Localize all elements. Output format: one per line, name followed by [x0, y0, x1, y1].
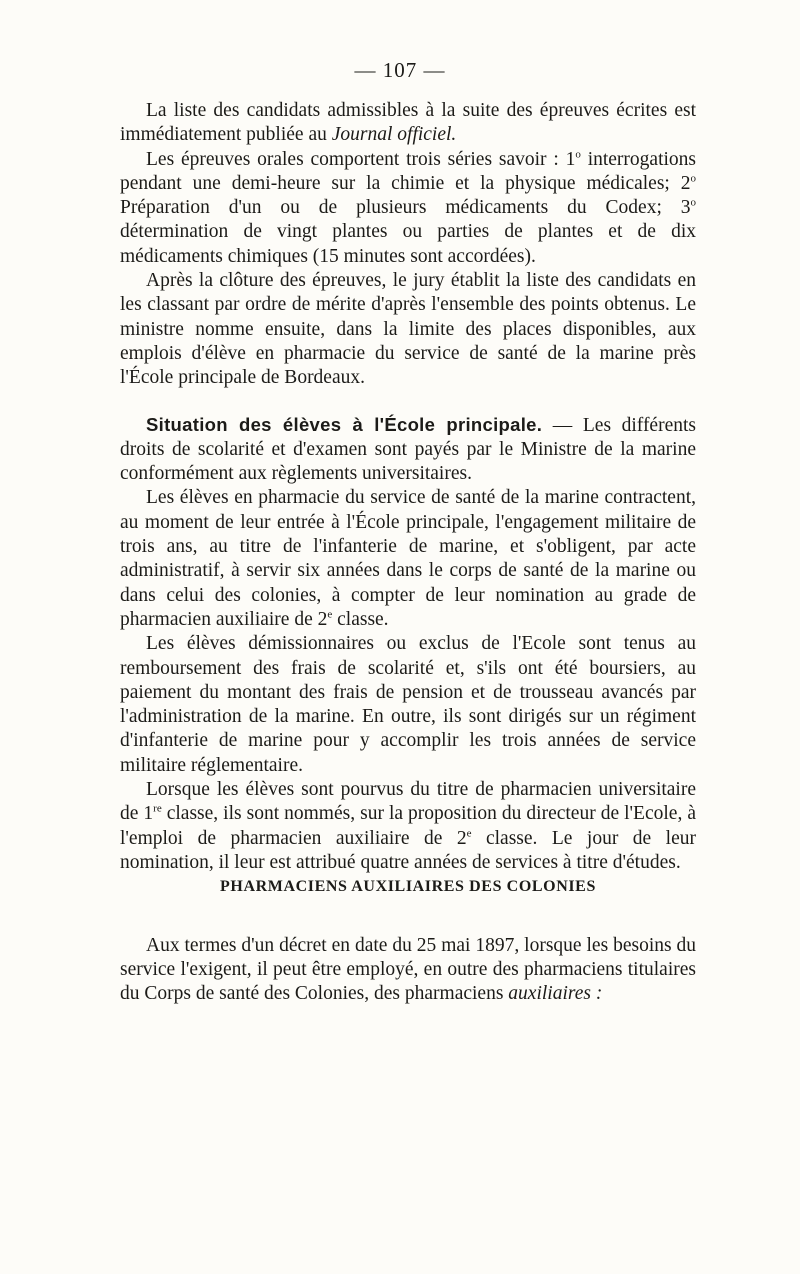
paragraph-text: Les élèves en pharmacie du service de santé de la marine contractent, au moment de leur entrée à l'École principale, l'engagement militaire de trois ans, au titre de l'infanterie de marine, et s'obligent, par acte administratif, à servir six années dans le corps de santé de la marine ou dans celui des colonies, à compter de leur nomination au grade de pharmacien auxiliaire de 2 — [120, 487, 696, 630]
section-subheading: Situation des élèves à l'École principale. — [146, 413, 543, 435]
ordinal-marker: o — [690, 172, 696, 185]
ordinal-marker: e — [466, 827, 472, 840]
paragraph-candidates-list — [120, 99, 696, 148]
ordinal-marker: o — [575, 148, 581, 161]
paragraph-oral-exams — [120, 148, 696, 269]
paragraph-text: classe. — [332, 608, 389, 630]
paragraph-text: Préparation d'un ou de plusieurs médicaments du Codex; 3 — [120, 197, 691, 219]
page-body — [120, 99, 696, 1006]
paragraph-engagement — [120, 486, 696, 632]
paragraph-text: La liste des candidats admissibles à la suite des épreuves écrites est immédiatement publiée au — [120, 100, 696, 146]
ordinal-marker: o — [690, 196, 696, 209]
ordinal-marker: re — [153, 802, 162, 815]
paragraph-text: détermination de vingt plantes ou parties de plantes et de dix médicaments chimiques (15 minutes sont accordées). — [120, 221, 696, 267]
paragraph-student-situation — [120, 413, 696, 487]
paragraph-decree — [120, 934, 696, 1007]
paragraph-nomination — [120, 778, 696, 875]
paragraph-jury-ranking: Après la clôture des épreuves, le jury établit la liste des candidats en les classant par ordre de mérite d'après l'ensemble des points obtenus. Le ministre nomme ensuite, dans la limite des places disponibles, aux emplois d'élève en pharmacie du service de santé de la marine près l'École principale de Bordeaux. — [120, 270, 696, 389]
paragraph-resignation: Les élèves démissionnaires ou exclus de l'Ecole sont tenus au remboursement des frais de scolarité et, s'ils ont été boursiers, au paiement du montant des frais de pension et de trousseau avancés par l'administration de la marine. En outre, ils sont dirigés sur un régiment d'infanterie de marine pour y accomplir les trois années de service militaire réglementaire. — [120, 633, 696, 776]
paragraph-text: classe, ils sont nommés, sur la proposition du directeur de l'Ecole, à l'emploi de pharmacien auxiliaire de 2 — [120, 803, 696, 849]
paragraph-text: Lorsque les élèves sont pourvus du titre de pharmacien universitaire de 1 — [120, 779, 696, 825]
section-title: PHARMACIENS AUXILIAIRES DES COLONIES — [220, 878, 596, 896]
journal-officiel-title: Journal officiel. — [331, 124, 457, 146]
page-number: — 107 — — [354, 58, 446, 82]
paragraph-text: Les épreuves orales comportent trois séries savoir : 1 — [146, 148, 576, 170]
paragraph-text: Aux termes d'un décret en date du 25 mai 1897, lorsque les besoins du service l'exigent, il peut être employé, en outre des pharmaciens titulaires du Corps de santé des Colonies, des pharmaciens — [120, 934, 696, 1005]
spacer — [120, 900, 696, 934]
paragraph-text: classe. Le jour de leur nomination, il leur est attribué quatre années de services à titre d'études. — [120, 827, 697, 873]
paragraph-text: interrogations pendant une demi-heure sur la chimie et la physique médicales; 2 — [120, 148, 696, 194]
ordinal-marker: e — [327, 608, 333, 621]
spacer — [120, 391, 696, 413]
paragraph-text: — Les différents droits de scolarité et d'examen sont payés par le Ministre de la marine conformément aux règlements universitaires. — [120, 414, 696, 485]
italic-term: auxiliaires : — [508, 983, 603, 1005]
